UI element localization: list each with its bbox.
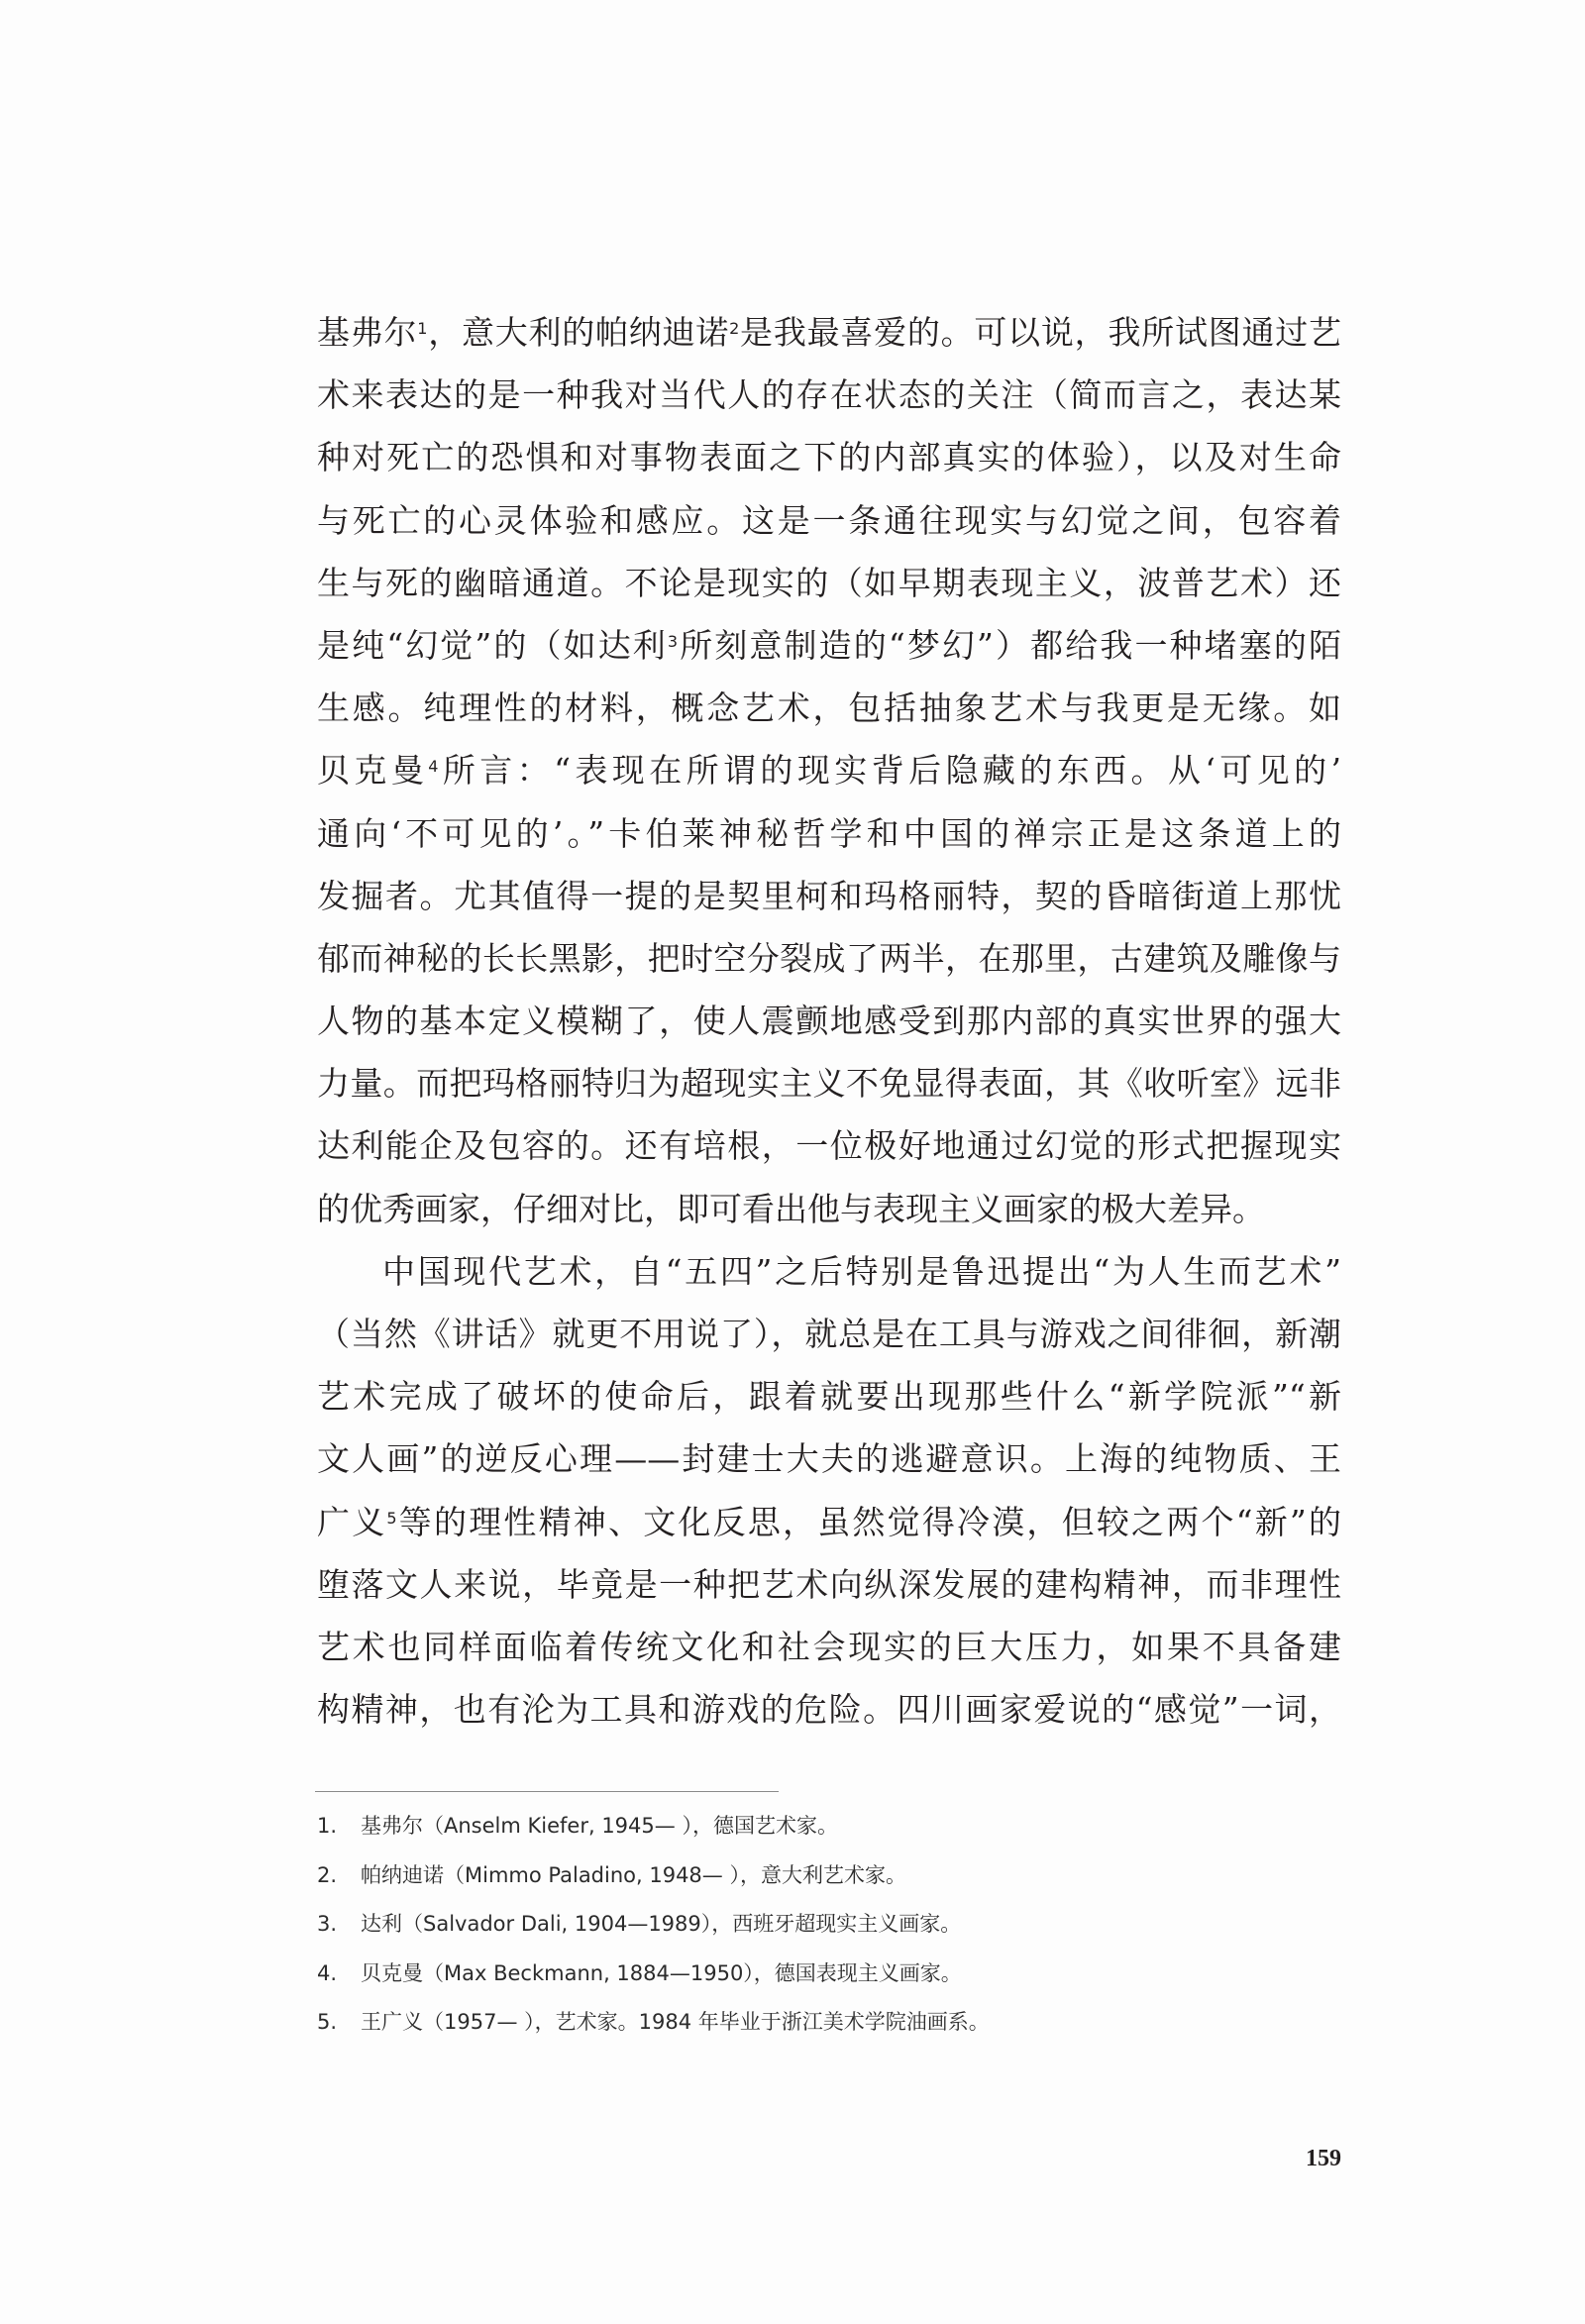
text-segment: 的优秀画家，仔细对比，即可看出他与表现主义画家的极大差异。 [317,1189,1265,1228]
text-segment: 通向‘不可见的’。”卡伯莱神秘哲学和中国的禅宗正是这条道上的 [317,813,1341,853]
footnotes [317,1809,1308,2055]
text-segment: 构精神，也有沦为工具和游戏的危险。四川画家爱说的“感觉”一词， [317,1690,1341,1730]
body-line [317,370,1341,433]
page-number: 159 [1306,2146,1341,2171]
footnote-item [317,1858,1308,1908]
body-line [317,621,1341,684]
body-line [317,559,1341,621]
text-segment: 达利能企及包容的。还有培根，一位极好地通过幻觉的形式把握现实 [317,1126,1341,1166]
body-line [317,1623,1341,1685]
footnote-marker: 1 [417,319,428,338]
text-segment: 郁而神秘的长长黑影，把时空分裂成了两半，在那里，古建筑及雕像与 [317,938,1341,978]
footnote-marker: 4 [428,757,439,777]
body-line [317,997,1341,1059]
text-segment: 是纯“幻觉”的（如达利 [317,625,668,665]
text-segment: ，意大利的帕纳迪诺 [427,313,730,352]
text-segment: 文人画”的逆反心理——封建士大夫的逃避意识。上海的纯物质、王 [317,1439,1341,1479]
text-segment: 术来表达的是一种我对当代人的存在状态的关注（简而言之，表达某 [317,375,1341,415]
footnote-marker: 3 [667,631,679,651]
body-line [317,872,1341,934]
text-segment: 发掘者。尤其值得一提的是契里柯和玛格丽特，契的昏暗街道上那忧 [317,876,1341,915]
footnote-number: 4. [317,1960,338,1985]
body-line [317,1560,1341,1623]
footnote-number: 5. [317,2010,338,2034]
footnote-number: 3. [317,1912,338,1936]
body-line [317,1059,1341,1121]
body-line [317,1372,1341,1434]
body-line [317,496,1341,559]
body-text [317,308,1341,1747]
text-segment: 人物的基本定义模糊了，使人震颤地感受到那内部的真实世界的强大 [317,1002,1341,1041]
text-segment: 力量。而把玛格丽特归为超现实主义不免显得表面，其《收听室》远非 [317,1064,1341,1104]
body-line [317,1498,1341,1560]
text-segment: 所言：“表现在所谓的现实背后隐藏的东西。从‘可见的’ [438,751,1342,791]
body-line [317,308,1341,370]
footnote-item [317,1809,1308,1858]
text-segment: 生与死的幽暗通道。不论是现实的（如早期表现主义，波普艺术）还 [317,563,1341,602]
footnote-text: 贝克曼（Max Beckmann, 1884—1950），德国表现主义画家。 [361,1960,962,1985]
footnote-text: 达利（Salvador Dali, 1904—1989），西班牙超现实主义画家。 [361,1912,962,1936]
text-segment: 贝克曼 [317,751,429,791]
body-line [317,1310,1341,1372]
body-line [317,746,1341,808]
body-line [317,1685,1341,1747]
footnote-item [317,2005,1308,2055]
text-segment: 种对死亡的恐惧和对事物表面之下的内部真实的体验），以及对生命 [317,438,1341,477]
footnote-number: 1. [317,1814,338,1838]
body-line [317,684,1341,746]
footnote-marker: 2 [729,319,740,338]
text-segment: 艺术完成了破坏的使命后，跟着就要出现那些什么“新学院派”“新 [317,1377,1341,1417]
footnote-text: 王广义（1957— ），艺术家。1984 年毕业于浙江美术学院油画系。 [361,2010,990,2034]
body-line [317,433,1341,495]
footnote-text: 基弗尔（Anselm Kiefer, 1945— ），德国艺术家。 [361,1814,838,1838]
text-segment: 基弗尔 [317,313,418,352]
footnote-divider [315,1791,779,1792]
text-segment: 与死亡的心灵体验和感应。这是一条通往现实与幻觉之间，包容着 [317,500,1341,540]
text-segment: （当然《讲话》就更不用说了），就总是在工具与游戏之间徘徊，新潮 [317,1315,1341,1353]
body-line [317,1185,1341,1247]
footnote-text: 帕纳迪诺（Mimmo Paladino, 1948— ），意大利艺术家。 [361,1862,906,1887]
body-line [317,1434,1341,1497]
footnote-marker: 5 [386,1508,397,1528]
text-segment: 中国现代艺术，自“五四”之后特别是鲁迅提出“为人生而艺术” [382,1251,1341,1291]
text-segment: 是我最喜爱的。可以说，我所试图通过艺 [739,313,1342,352]
text-segment: 所刻意制造的“梦幻”）都给我一种堵塞的陌 [678,625,1341,665]
footnote-item [317,1956,1308,2006]
body-line [317,934,1341,997]
text-segment: 艺术也同样面临着传统文化和社会现实的巨大压力，如果不具备建 [317,1627,1341,1666]
body-line [317,809,1341,872]
text-segment: 生感。纯理性的材料，概念艺术，包括抽象艺术与我更是无缘。如 [317,688,1341,728]
footnote-number: 2. [317,1862,338,1887]
text-segment: 广义 [317,1502,387,1541]
text-segment: 等的理性精神、文化反思，虽然觉得冷漠，但较之两个“新”的 [396,1502,1341,1541]
body-line [317,1121,1341,1184]
body-line [317,1247,1341,1310]
footnote-item [317,1907,1308,1956]
text-segment: 堕落文人来说，毕竟是一种把艺术向纵深发展的建构精神，而非理性 [317,1564,1341,1604]
